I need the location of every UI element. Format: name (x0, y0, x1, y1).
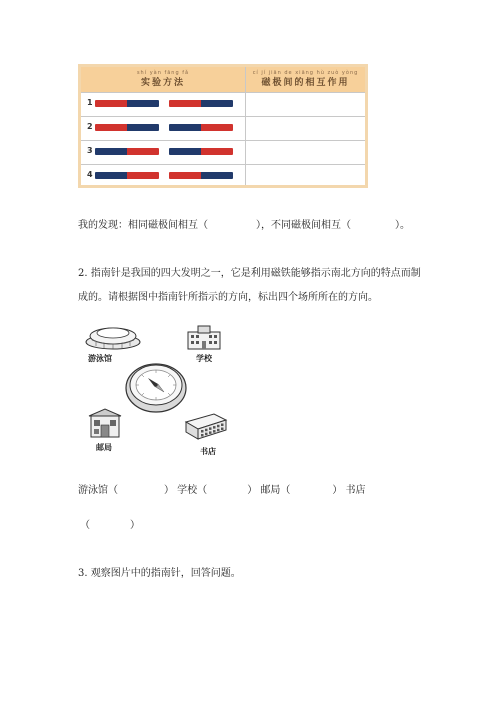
answer-bookstore-open: （ (80, 520, 90, 531)
header-interaction-text: 磁极间的相互作用 (261, 78, 350, 88)
answer-bookstore: ） 书店 (332, 485, 366, 496)
post-office-icon (88, 408, 122, 438)
answer-post: ） 邮局（ (247, 485, 291, 496)
row-number: 1 (87, 98, 93, 107)
bar-magnet (95, 172, 159, 179)
question-3: 3. 观察图片中的指南针，回答问题。 (78, 568, 241, 579)
experiment-table (78, 64, 368, 188)
header-interaction-pinyin: cí jí jiān de xiāng hù zuò yòng (252, 70, 359, 76)
finding-part-b: ），不同磁极间相互（ (256, 220, 351, 231)
school-icon (186, 324, 222, 350)
bar-magnet (169, 172, 233, 179)
bar-magnet (95, 148, 159, 155)
table-rule (81, 116, 365, 117)
label-post-office: 邮局 (96, 442, 112, 452)
bookstore-icon (184, 412, 228, 440)
header-method-pinyin: shí yàn fāng fǎ (136, 70, 190, 76)
answer-line-2 (80, 519, 140, 533)
bar-magnet (95, 100, 159, 107)
bar-magnet (169, 148, 233, 155)
question-2-line-1: 2. 指南针是我国的四大发明之一，它是利用磁铁能够指示南北方向的特点而制 (78, 268, 421, 279)
table-rule (81, 92, 365, 93)
table-rule (81, 164, 365, 165)
table-divider (245, 67, 246, 185)
question-2-line-2: 成的。请根据图中指南针所指示的方向，标出四个场所所在的方向。 (78, 292, 378, 303)
finding-part-a: 我的发现：相同磁极间相互（ (78, 220, 208, 231)
label-bookstore: 书店 (200, 446, 216, 456)
header-interaction (246, 67, 365, 92)
bar-magnet (169, 124, 233, 131)
answer-school: ） 学校（ (164, 485, 208, 496)
finding-part-c: ）。 (395, 220, 410, 231)
row-number: 2 (87, 122, 93, 131)
answer-pool: 游泳馆（ (78, 485, 118, 496)
bar-magnet (169, 100, 233, 107)
label-swimming-pool: 游泳馆 (88, 353, 112, 363)
bar-magnet (95, 124, 159, 131)
row-number: 3 (87, 146, 93, 155)
row-number: 4 (87, 170, 93, 179)
header-method (81, 67, 245, 92)
answer-line (78, 484, 366, 498)
table-rule (81, 140, 365, 141)
finding-line (78, 219, 410, 233)
label-school: 学校 (196, 353, 212, 363)
header-method-text: 实验方法 (140, 78, 185, 88)
compass-icon (124, 358, 188, 414)
answer-bookstore-close: ） (130, 520, 140, 531)
swimming-pool-icon (84, 322, 142, 352)
